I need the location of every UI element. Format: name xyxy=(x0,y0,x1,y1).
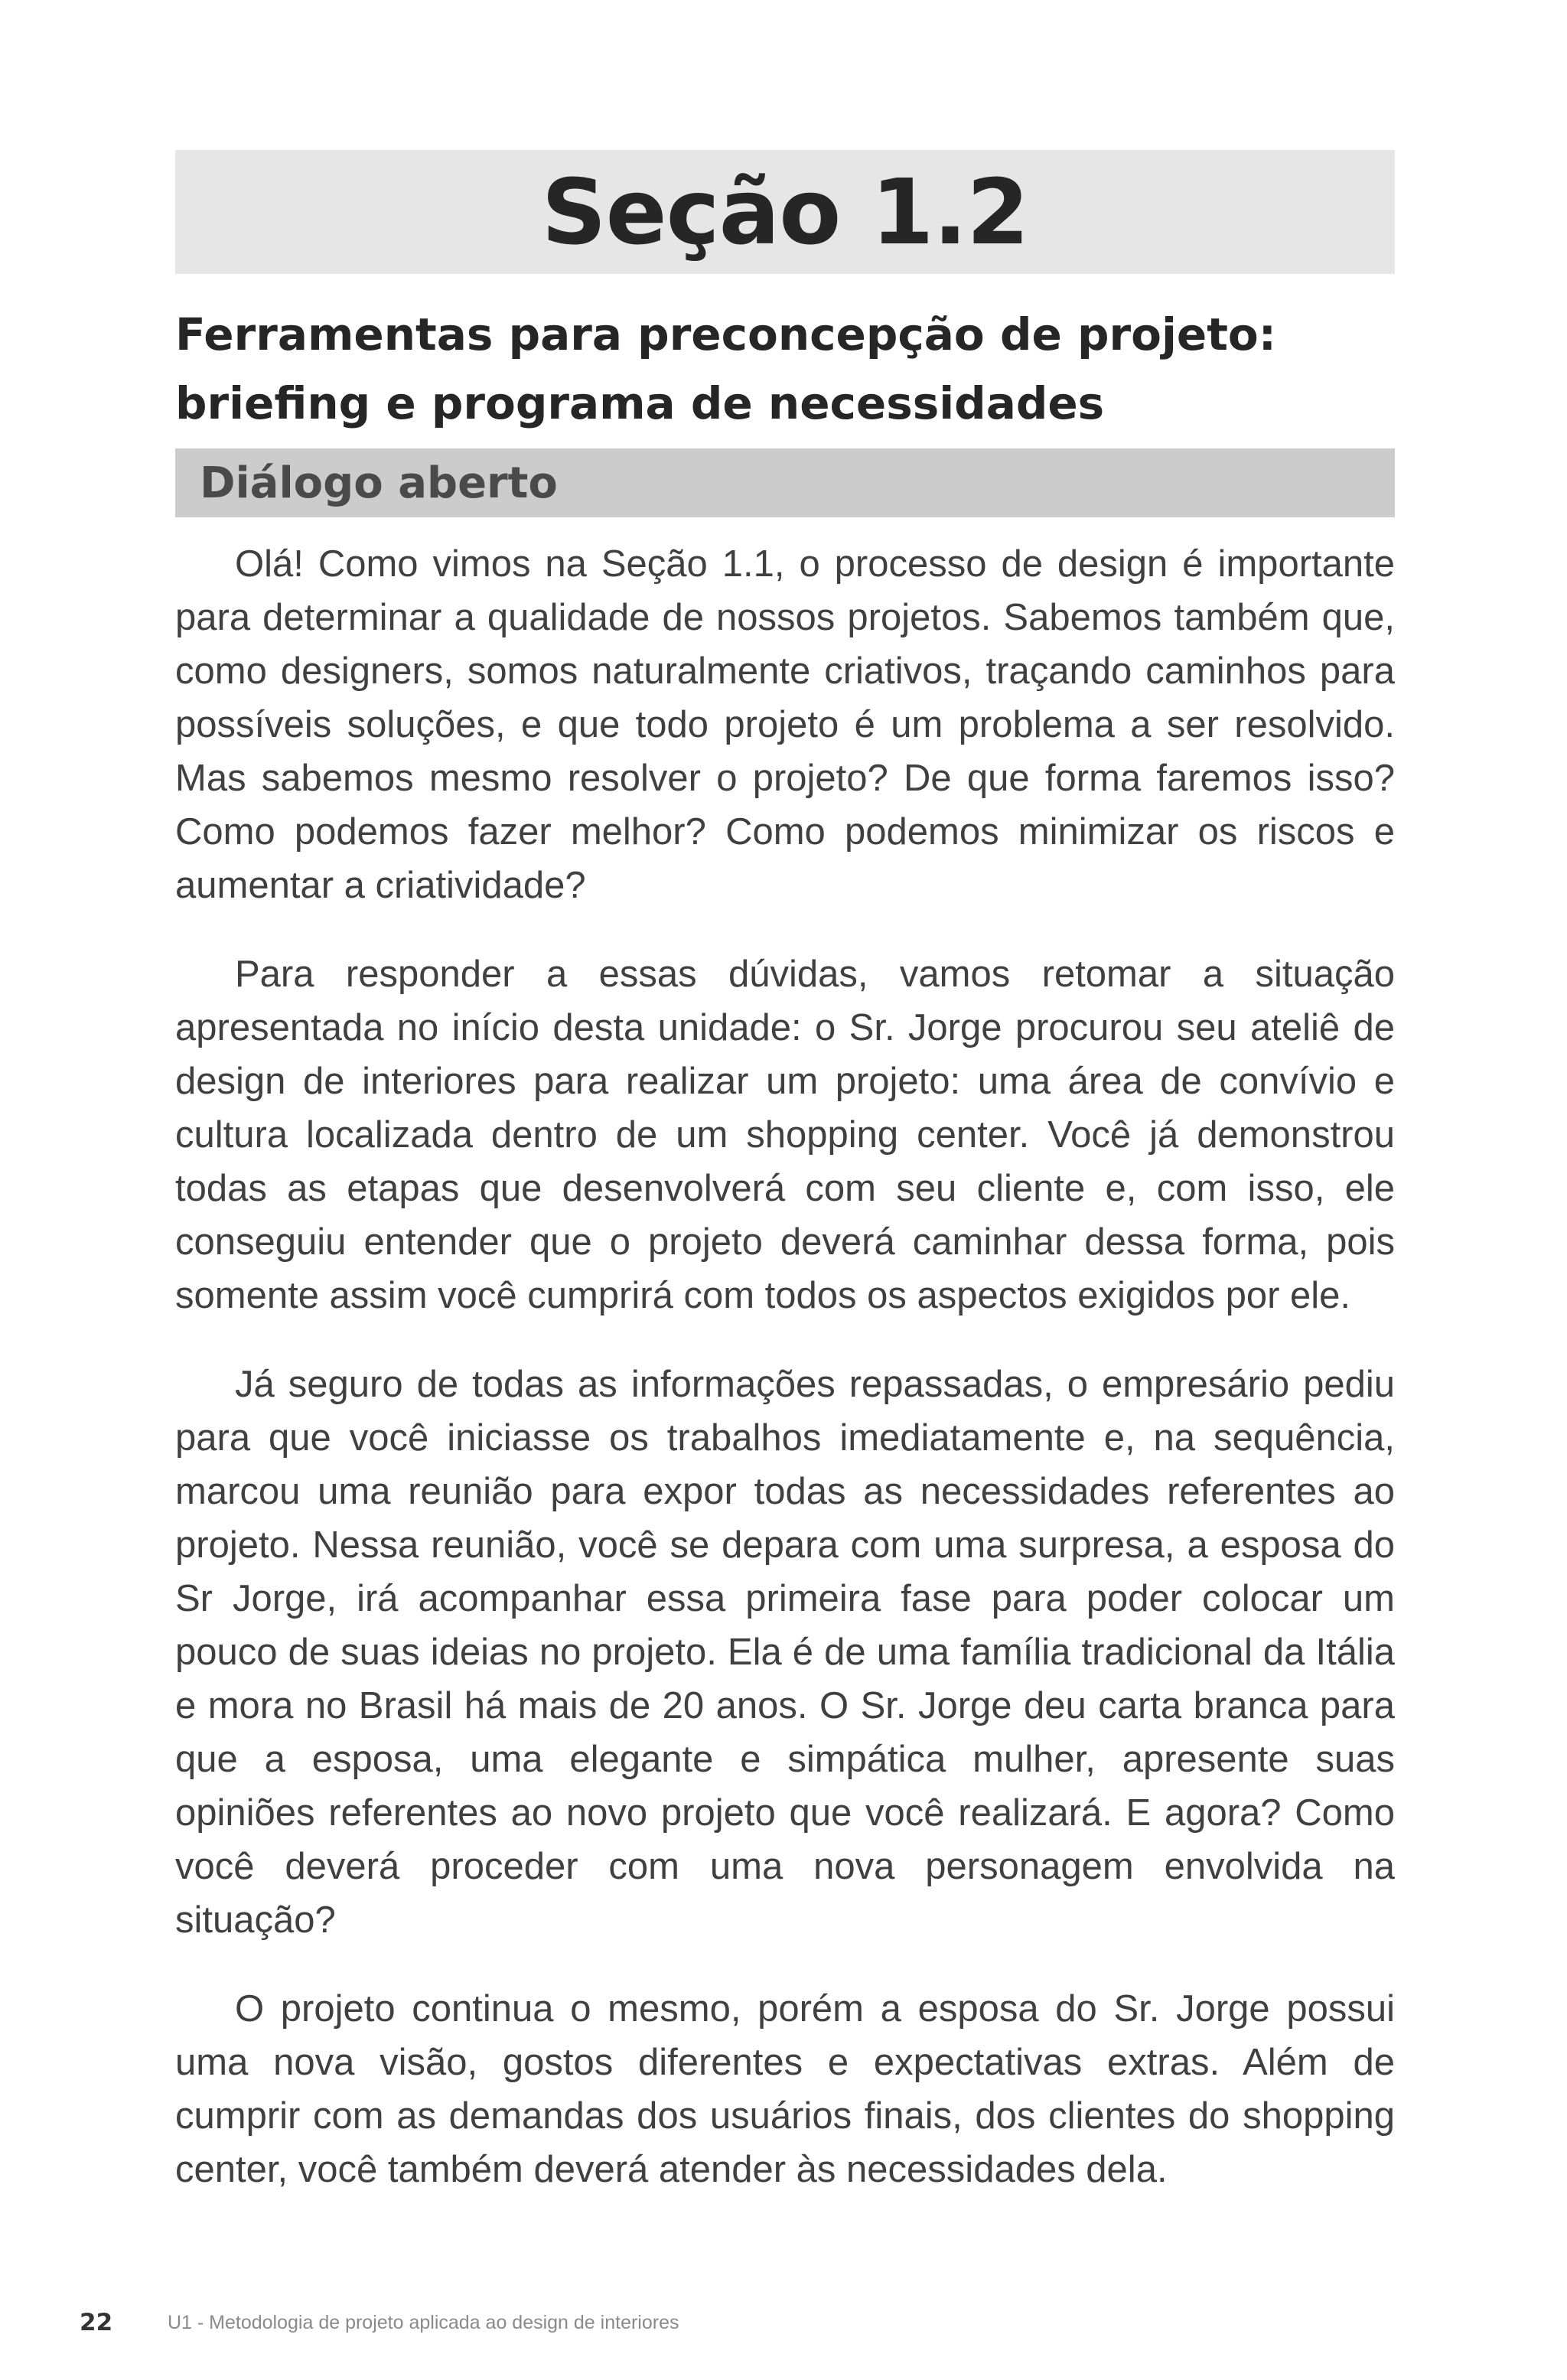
paragraph-3: Já seguro de todas as informações repassadas, o empresário pediu para que você iniciasse os trabalhos imediatamente e, na sequência, marcou uma reunião para expor todas as necessidades referentes ao projeto. Nessa reunião, você se depara com uma surpresa, a esposa do Sr Jorge, irá acompanhar essa primeira fase para poder colocar um pouco de suas ideias no projeto. Ela é de uma família tradicional da Itália e mora no Brasil há mais de 20 anos. O Sr. Jorge deu carta branca para que a esposa, uma elegante e simpática mulher, apresente suas opiniões referentes ao novo projeto que você realizará. E agora? Como você deverá proceder com uma nova personagem envolvida na situação? xyxy=(175,1364,1395,1941)
paragraph-2: Para responder a essas dúvidas, vamos retomar a situação apresentada no início desta unidade: o Sr. Jorge procurou seu ateliê de design de interiores para realizar um projeto: uma área de convívio e cultura localizada dentro de um shopping center. Você já demonstrou todas as etapas que desenvolverá com seu cliente e, com isso, ele conseguiu entender que o projeto deverá caminhar dessa forma, pois somente assim você cumprirá com todos os aspectos exigidos por ele. xyxy=(175,954,1395,1316)
subsection-bar xyxy=(175,448,1395,517)
subsection-title: Diálogo aberto xyxy=(200,458,558,508)
page-footer xyxy=(0,2303,1567,2342)
running-footer-title: U1 - Metodologia de projeto aplicada ao design de interiores xyxy=(168,2312,679,2333)
body-text xyxy=(175,537,1395,2232)
paragraph-4: O projeto continua o mesmo, porém a esposa do Sr. Jorge possui uma nova visão, gostos diferentes e expectativas extras. Além de cumprir com as demandas dos usuários finais, dos clientes do shopping center, você também deverá atender às necessidades dela. xyxy=(175,1988,1395,2190)
chapter-heading-line-1: Ferramentas para preconcepção de projeto: xyxy=(175,308,1276,360)
paragraph-1: Olá! Como vimos na Seção 1.1, o processo de design é importante para determinar a qualidade de nossos projetos. Sabemos também que, como designers, somos naturalmente criativos, traçando caminhos para possíveis soluções, e que todo projeto é um problema a ser resolvido. Mas sabemos mesmo resolver o projeto? De que forma faremos isso? Como podemos fazer melhor? Como podemos minimizar os riscos e aumentar a criatividade? xyxy=(175,543,1395,906)
section-banner xyxy=(175,150,1395,274)
chapter-heading xyxy=(175,300,1395,438)
page-number: 22 xyxy=(80,2309,113,2336)
section-title: Seção 1.2 xyxy=(541,159,1029,265)
chapter-heading-line-2: briefing e programa de necessidades xyxy=(175,377,1105,429)
